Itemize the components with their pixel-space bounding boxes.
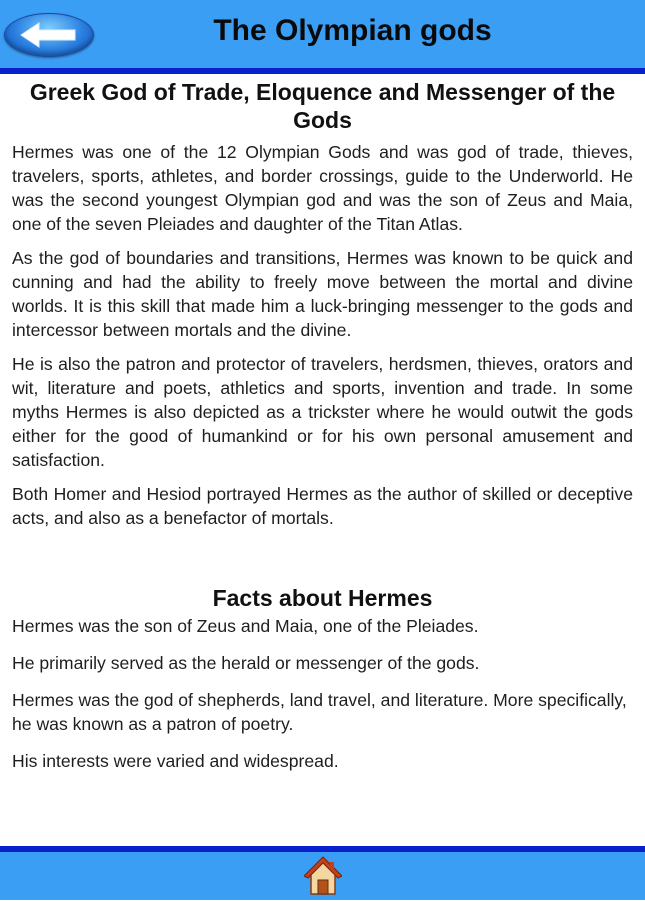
fact-item: His interests were varied and widespread. [12, 751, 339, 771]
fact-item: He primarily served as the herald or messenger of the gods. [12, 653, 480, 673]
app-title: The Olympian gods [213, 14, 492, 47]
article-paragraph: As the god of boundaries and transitions, Hermes was known to be quick and cunning and had the ability to freely move between the mortal and divine worlds. It is this skill that made him a luck-bringing messenger to the gods and intercessor between mortals and the divine. [12, 248, 633, 340]
facts-heading: Facts about Hermes [212, 585, 433, 611]
fact-item: Hermes was the god of shepherds, land travel, and literature. More specifically, he was known as a patron of poetry. [12, 690, 627, 734]
bottom-nav-bar [0, 846, 645, 900]
article-content [12, 78, 633, 786]
article-paragraph: Both Homer and Hesiod portrayed Hermes as the author of skilled or deceptive acts, and also as a benefactor of mortals. [12, 484, 633, 528]
article-heading: Greek God of Trade, Eloquence and Messenger of the Gods [29, 79, 616, 133]
home-button[interactable] [304, 856, 342, 896]
top-app-bar [0, 0, 645, 74]
article-paragraph: Hermes was one of the 12 Olympian Gods and was god of trade, thieves, travelers, sports, athletes, and border crossings, guide to the Underworld. He was the second youngest Olympian god and was the son of Zeus and Maia, one of the seven Pleiades and daughter of the Titan Atlas. [12, 142, 633, 234]
fact-item: Hermes was the son of Zeus and Maia, one of the Pleiades. [12, 616, 479, 636]
home-icon [304, 856, 342, 896]
article-paragraph: He is also the patron and protector of travelers, herdsmen, thieves, orators and wit, literature and poets, athletics and sports, invention and trade. In some myths Hermes is also depicted as a trickster where he would outwit the gods either for the good of humankind or for his own personal amusement and satisfaction. [12, 354, 633, 470]
